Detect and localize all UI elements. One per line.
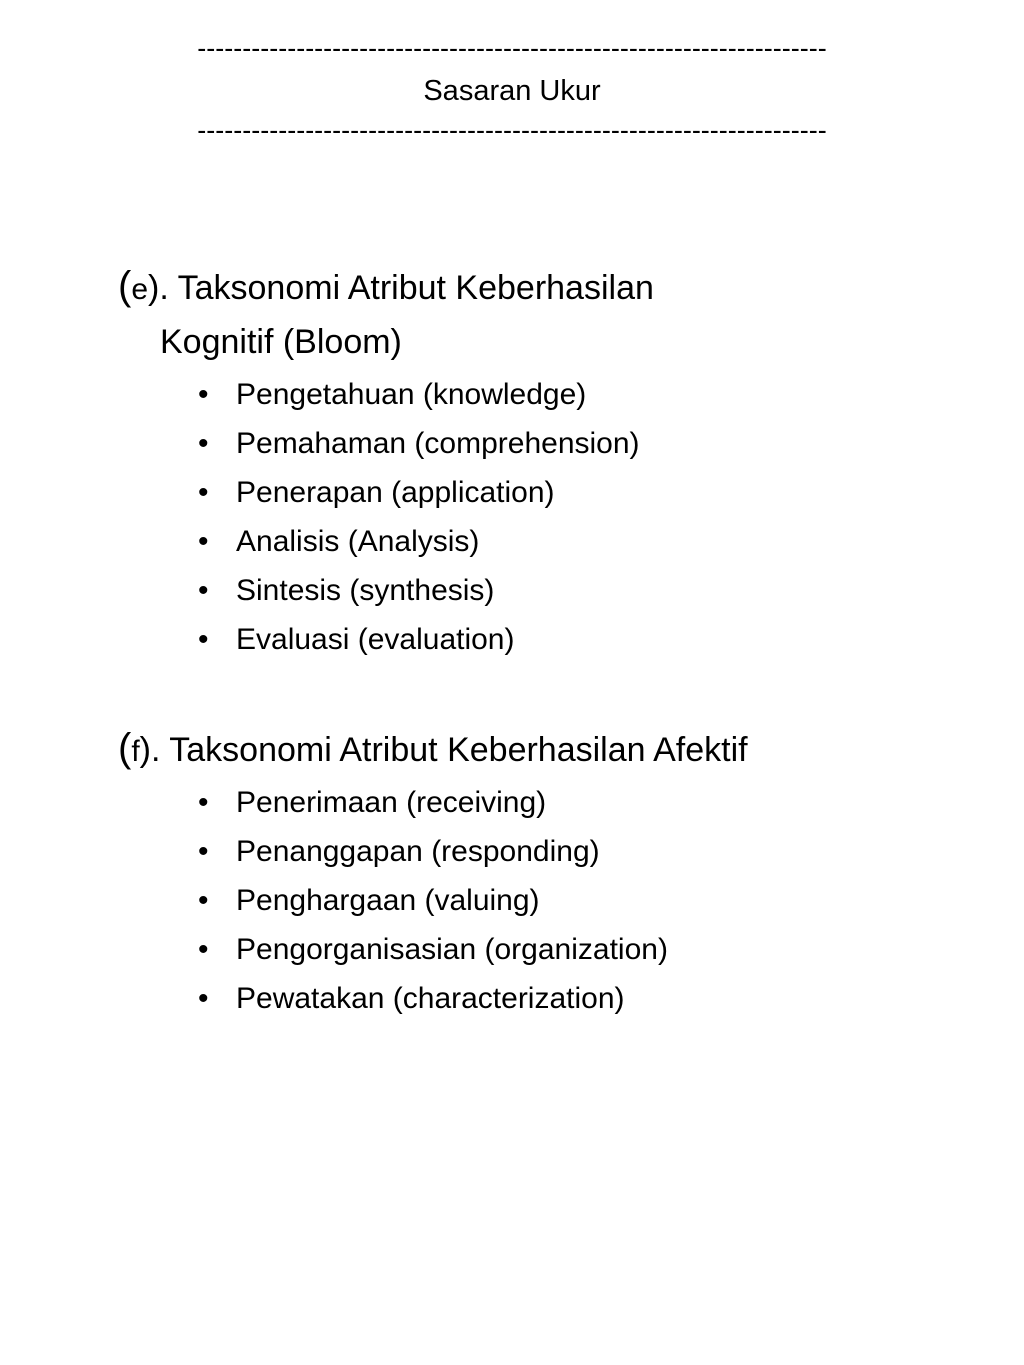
section-e-letter: e bbox=[131, 273, 149, 306]
list-item-label: Pengetahuan (knowledge) bbox=[236, 378, 587, 411]
bullet-icon: • bbox=[198, 378, 209, 411]
section-f-heading-text: ). Taksonomi Atribut Keberhasilan Afektif bbox=[139, 731, 748, 769]
bullet-icon: • bbox=[198, 982, 209, 1015]
list-item-label: Analisis (Analysis) bbox=[236, 525, 480, 558]
bullet-icon: • bbox=[198, 525, 209, 558]
list-item bbox=[198, 517, 640, 566]
section-e-heading bbox=[118, 258, 654, 318]
page-title: Sasaran Ukur bbox=[423, 75, 601, 107]
bullet-icon: • bbox=[198, 427, 209, 460]
section-f-open-paren: ( bbox=[118, 726, 132, 770]
list-item bbox=[198, 876, 668, 925]
bullet-icon: • bbox=[198, 933, 209, 966]
list-item bbox=[198, 468, 640, 517]
section-e-open-paren: ( bbox=[118, 264, 132, 308]
list-item bbox=[198, 778, 668, 827]
list-item bbox=[198, 827, 668, 876]
section-e-heading-text: ). Taksonomi Atribut Keberhasilan bbox=[148, 269, 654, 307]
section-f-list bbox=[198, 778, 668, 1023]
list-item-label: Penerimaan (receiving) bbox=[236, 786, 547, 819]
list-item bbox=[198, 925, 668, 974]
list-item bbox=[198, 615, 640, 664]
section-f-letter: f bbox=[131, 735, 140, 768]
bullet-icon: • bbox=[198, 884, 209, 917]
list-item-label: Penghargaan (valuing) bbox=[236, 884, 540, 917]
list-item bbox=[198, 566, 640, 615]
list-item bbox=[198, 974, 668, 1023]
section-f-heading bbox=[118, 720, 748, 780]
bullet-icon: • bbox=[198, 786, 209, 819]
bullet-icon: • bbox=[198, 623, 209, 656]
list-item-label: Pengorganisasian (organization) bbox=[236, 933, 668, 966]
list-item-label: Pewatakan (characterization) bbox=[236, 982, 625, 1015]
bullet-icon: • bbox=[198, 476, 209, 509]
section-e-heading-line2: Kognitif (Bloom) bbox=[160, 323, 402, 361]
top-divider-dashes: ---------------------------------------------------------------------- bbox=[197, 33, 827, 63]
list-item-label: Penanggapan (responding) bbox=[236, 835, 600, 868]
list-item-label: Evaluasi (evaluation) bbox=[236, 623, 515, 656]
list-item-label: Penerapan (application) bbox=[236, 476, 555, 509]
list-item bbox=[198, 419, 640, 468]
list-item-label: Sintesis (synthesis) bbox=[236, 574, 495, 607]
section-e-list bbox=[198, 370, 640, 664]
list-item-label: Pemahaman (comprehension) bbox=[236, 427, 640, 460]
list-item bbox=[198, 370, 640, 419]
bullet-icon: • bbox=[198, 574, 209, 607]
bottom-divider-dashes: ---------------------------------------------------------------------- bbox=[197, 115, 827, 145]
bullet-icon: • bbox=[198, 835, 209, 868]
